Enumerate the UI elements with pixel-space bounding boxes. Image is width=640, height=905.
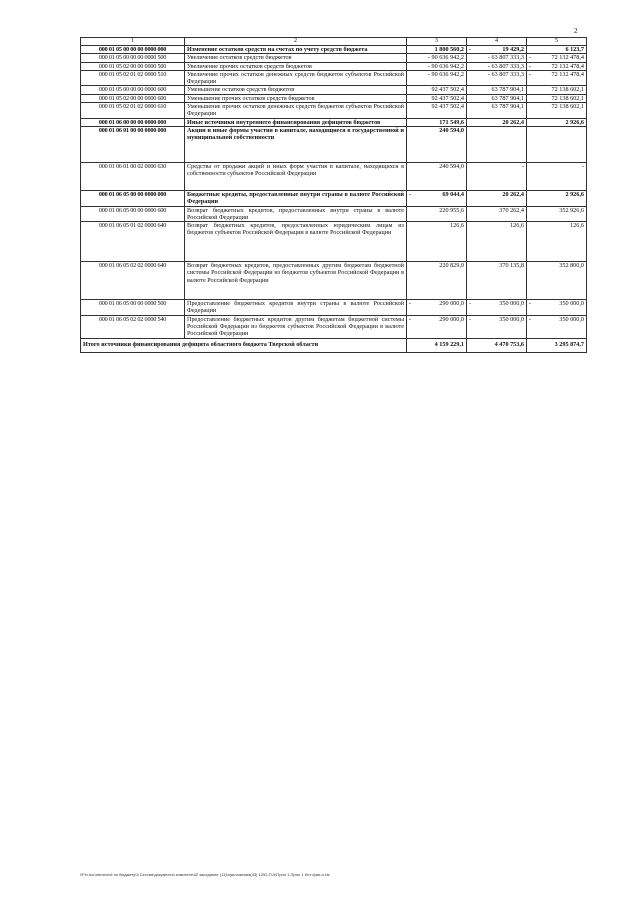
value-c5 <box>527 94 587 102</box>
budget-code: 000 01 06 05 00 00 0000 000 <box>81 190 185 206</box>
budget-code: 000 01 06 01 00 02 0000 630 <box>81 162 185 190</box>
value-c4 <box>467 62 527 70</box>
amount: 92 437 502,4 <box>431 86 464 94</box>
source-name: Предоставление бюджетных кредитов внутри страны в валюте Российской Федерации <box>185 300 407 316</box>
value-c3 <box>407 206 467 222</box>
value-c5 <box>527 206 587 222</box>
amount: 350 000,0 <box>559 300 584 308</box>
value-c4 <box>467 54 527 62</box>
budget-code: 000 01 05 00 00 00 0000 000 <box>81 46 185 54</box>
source-name: Акции и иные формы участия в капитале, находящиеся в государственной и муниципальной собственности <box>185 126 407 162</box>
amount: 350 000,0 <box>559 315 584 323</box>
value-c3 <box>407 70 467 86</box>
source-name: Уменьшение остатков средств бюджетов <box>185 86 407 94</box>
amount: 240 594,0 <box>439 126 464 134</box>
budget-code: 000 01 06 00 00 00 0000 000 <box>81 118 185 126</box>
minus-sign: - <box>409 300 412 308</box>
minus-sign: - <box>409 315 412 323</box>
budget-code: 000 01 06 01 00 00 0000 000 <box>81 126 185 162</box>
table-row <box>81 315 587 338</box>
value-c5 <box>527 86 587 94</box>
amount: 72 138 602,1 <box>551 103 584 111</box>
amount: 63 787 904,1 <box>491 103 524 111</box>
value-c4 <box>467 162 527 190</box>
table-row <box>81 62 587 70</box>
value-c4 <box>467 103 527 119</box>
amount: 63 787 904,1 <box>491 86 524 94</box>
value-c4 <box>467 86 527 94</box>
budget-code: 000 01 05 02 00 00 0000 600 <box>81 94 185 102</box>
source-name: Возврат бюджетных кредитов, предоставленных внутри страны в валюте Российской Федерации <box>185 206 407 222</box>
table-row <box>81 94 587 102</box>
minus-sign: - <box>469 315 472 323</box>
amount: 69 044,4 <box>442 190 464 198</box>
budget-code: 000 01 05 02 01 02 0000 510 <box>81 70 185 86</box>
value-c5 <box>527 222 587 262</box>
column-header: 4 <box>467 38 527 46</box>
budget-code: 000 01 05 00 00 00 0000 600 <box>81 86 185 94</box>
total-label: Итого источники финансирования дефицита областного бюджета Тверской области <box>81 338 407 352</box>
amount: 126,6 <box>510 222 524 230</box>
column-header: 2 <box>185 38 407 46</box>
amount: 2 926,6 <box>565 190 584 198</box>
amount: 370 262,4 <box>499 206 524 214</box>
table-row <box>81 86 587 94</box>
total-amount: 4 159 229,1 <box>434 341 464 349</box>
page-number: 2 <box>574 27 578 35</box>
amount: - 63 807 333,3 <box>487 70 524 78</box>
value-c5 <box>527 118 587 126</box>
amount: - 63 807 333,3 <box>487 62 524 70</box>
value-c5 <box>527 162 587 190</box>
table-row <box>81 162 587 190</box>
value-c3 <box>407 46 467 54</box>
value-c3 <box>407 94 467 102</box>
amount: 2 926,6 <box>565 118 584 126</box>
minus-sign: - <box>409 190 412 198</box>
value-c5 <box>527 103 587 119</box>
amount: 352 926,6 <box>559 206 584 214</box>
table-row <box>81 103 587 119</box>
value-c4 <box>467 222 527 262</box>
value-c5 <box>527 70 587 86</box>
source-name: Возврат бюджетных кредитов, предоставленных другим бюджетам бюджетной системы Российской Федерации из бюджетов субъектов Российской Федерации в валюте Российской Федерации <box>185 262 407 300</box>
value-c3 <box>407 222 467 262</box>
table-row <box>81 262 587 300</box>
value-c3 <box>407 62 467 70</box>
value-c3 <box>407 126 467 162</box>
amount: 19 429,2 <box>502 46 524 53</box>
value-c4 <box>467 262 527 300</box>
value-c5 <box>527 46 587 54</box>
amount: - 90 636 942,2 <box>427 62 464 70</box>
value-c5 <box>527 315 587 338</box>
budget-code: 000 01 06 05 01 02 0000 640 <box>81 222 185 262</box>
minus-sign: - <box>529 54 532 62</box>
total-c3 <box>407 338 467 352</box>
table-row <box>81 70 587 86</box>
column-header: 3 <box>407 38 467 46</box>
amount: 352 800,0 <box>559 262 584 270</box>
budget-code: 000 01 06 05 02 02 0000 540 <box>81 315 185 338</box>
source-name: Средства от продажи акций и иных форм участия в капитале, находящихся в собственности субъектов Российской Федерации <box>185 162 407 190</box>
amount: 92 437 502,4 <box>431 103 464 111</box>
amount: 290 000,0 <box>439 300 464 308</box>
amount: - 63 807 333,3 <box>487 54 524 62</box>
budget-code: 000 01 06 05 00 00 0000 600 <box>81 206 185 222</box>
minus-sign: - <box>469 46 472 53</box>
minus-sign: - <box>469 300 472 308</box>
source-name: Увеличение остатков средств бюджетов <box>185 54 407 62</box>
minus-sign: - <box>529 70 532 78</box>
source-name: Бюджетные кредиты, предоставленные внутри страны в валюте Российской Федерации <box>185 190 407 206</box>
total-amount: 3 295 874,7 <box>554 341 584 349</box>
amount: - <box>581 162 584 170</box>
value-c3 <box>407 162 467 190</box>
amount: 126,6 <box>450 222 464 230</box>
minus-sign: - <box>529 315 532 323</box>
table-row <box>81 46 587 54</box>
file-path-footer: \\Fin-kor\obmen\ot по бюджету\3.Сессия\документы комитета\42 заседание (11)\приложения(43) 1292-П-5\Прил 1 Прил 1 Ист фин-я.xls <box>80 872 330 877</box>
budget-code: 000 01 06 05 02 02 0000 640 <box>81 262 185 300</box>
amount: - 90 636 942,2 <box>427 70 464 78</box>
source-name: Иные источники внутреннего финансирования дефицитов бюджетов <box>185 118 407 126</box>
table-row <box>81 54 587 62</box>
amount: 20 262,4 <box>502 190 524 198</box>
amount: 350 000,0 <box>499 315 524 323</box>
amount: 290 000,0 <box>439 315 464 323</box>
value-c5 <box>527 300 587 316</box>
value-c3 <box>407 118 467 126</box>
source-name: Увеличение прочих остатков денежных средств бюджетов субъектов Российской Федерации <box>185 70 407 86</box>
source-name: Возврат бюджетных кредитов, предоставленных юридическим лицам из бюджетов субъектов Российской Федерации в валюте Российской Федерации <box>185 222 407 262</box>
table-row <box>81 190 587 206</box>
table-row <box>81 222 587 262</box>
amount: 72 138 602,1 <box>551 94 584 102</box>
amount: 370 135,8 <box>499 262 524 270</box>
amount: 63 787 904,1 <box>491 94 524 102</box>
column-header: 1 <box>81 38 185 46</box>
budget-code: 000 01 05 02 00 00 0000 500 <box>81 62 185 70</box>
value-c4 <box>467 46 527 54</box>
value-c4 <box>467 206 527 222</box>
value-c4 <box>467 190 527 206</box>
budget-code: 000 01 05 02 01 02 0000 610 <box>81 103 185 119</box>
table-row <box>81 118 587 126</box>
value-c5 <box>527 54 587 62</box>
amount: 72 132 478,4 <box>551 54 584 62</box>
budget-code: 000 01 06 05 00 00 0000 500 <box>81 300 185 316</box>
value-c4 <box>467 300 527 316</box>
value-c3 <box>407 315 467 338</box>
amount: 20 262,4 <box>502 118 524 126</box>
amount: 350 000,0 <box>499 300 524 308</box>
amount: - <box>521 162 524 170</box>
value-c4 <box>467 118 527 126</box>
table-row <box>81 126 587 162</box>
value-c4 <box>467 94 527 102</box>
total-row <box>81 338 587 352</box>
amount: 171 549,6 <box>439 118 464 126</box>
total-c4 <box>467 338 527 352</box>
amount: 6 123,7 <box>565 46 584 53</box>
table-row <box>81 300 587 316</box>
value-c3 <box>407 86 467 94</box>
financing-sources-table <box>80 37 587 353</box>
value-c5 <box>527 62 587 70</box>
column-header: 5 <box>527 38 587 46</box>
source-name: Уменьшение прочих остатков денежных средств бюджетов субъектов Российской Федерации <box>185 103 407 119</box>
table-header-row <box>81 38 587 46</box>
amount: 240 594,0 <box>439 162 464 170</box>
value-c3 <box>407 103 467 119</box>
value-c4 <box>467 126 527 162</box>
table-row <box>81 206 587 222</box>
value-c4 <box>467 315 527 338</box>
source-name: Изменение остатков средств на счетах по учету средств бюджета <box>185 46 407 54</box>
source-name: Увеличение прочих остатков средств бюджетов <box>185 62 407 70</box>
amount: 72 132 478,4 <box>551 70 584 78</box>
amount: - 90 636 942,2 <box>427 54 464 62</box>
amount: 220 955,6 <box>439 206 464 214</box>
total-amount: 4 470 753,6 <box>494 341 524 349</box>
value-c5 <box>527 190 587 206</box>
amount: 92 437 502,4 <box>431 94 464 102</box>
amount: 1 800 560,2 <box>434 46 464 53</box>
value-c4 <box>467 70 527 86</box>
value-c3 <box>407 54 467 62</box>
minus-sign: - <box>529 300 532 308</box>
source-name: Предоставление бюджетных кредитов другим бюджетам бюджетной системы Российской Федерации из бюджетов субъектов Российской Федерации в валюте Российской Федерации <box>185 315 407 338</box>
source-name: Уменьшение прочих остатков средств бюджетов <box>185 94 407 102</box>
total-c5 <box>527 338 587 352</box>
amount: 126,6 <box>570 222 584 230</box>
amount: 72 138 602,1 <box>551 86 584 94</box>
value-c3 <box>407 262 467 300</box>
minus-sign: - <box>529 62 532 70</box>
value-c3 <box>407 190 467 206</box>
amount: 72 132 478,4 <box>551 62 584 70</box>
amount: 220 829,0 <box>439 262 464 270</box>
value-c3 <box>407 300 467 316</box>
budget-code: 000 01 05 00 00 00 0000 500 <box>81 54 185 62</box>
value-c5 <box>527 262 587 300</box>
value-c5 <box>527 126 587 162</box>
